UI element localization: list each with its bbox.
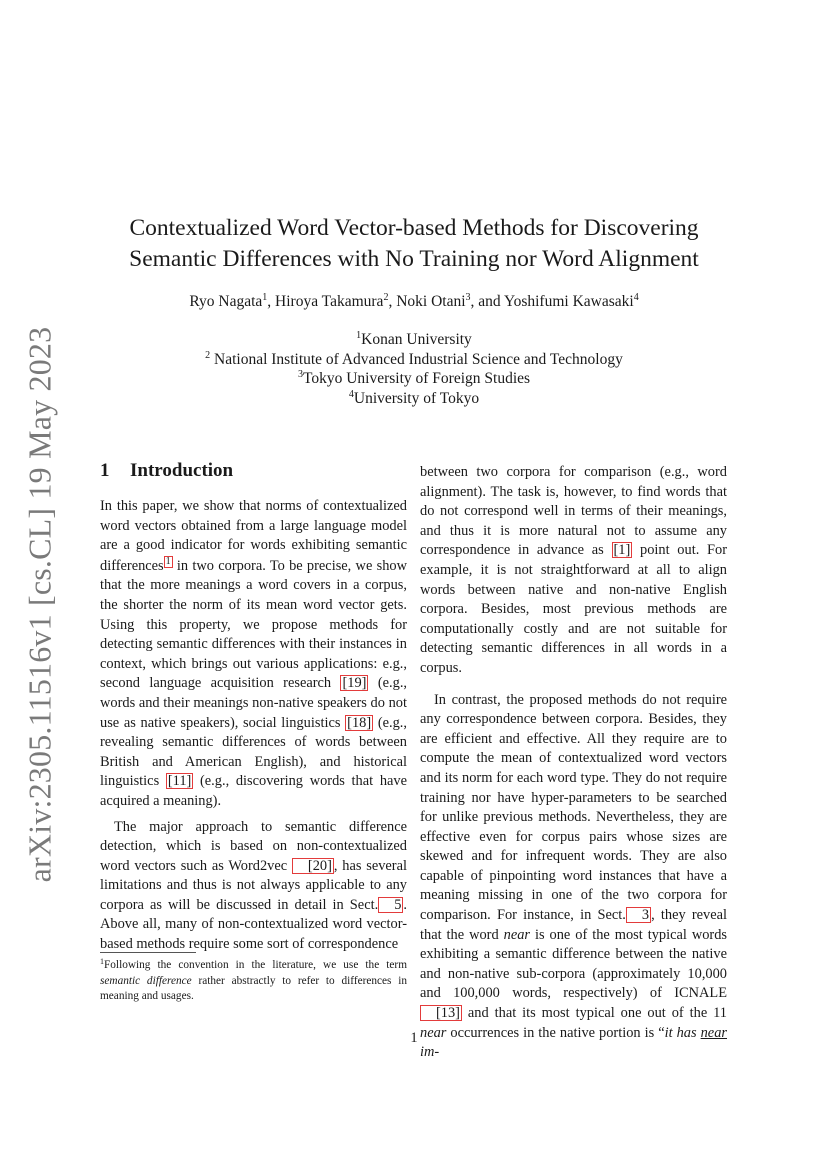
citation-link[interactable]: [20] [292, 858, 334, 874]
affiliation [100, 369, 728, 389]
affiliation [100, 389, 728, 409]
arxiv-stamp-text: arXiv:2305.11516v1 [cs.CL] 19 May 2023 [21, 326, 58, 882]
text-run: , they reveal that the word [420, 907, 728, 943]
affiliation-sup: 3 [297, 369, 303, 380]
affiliation-name: National Institute of Advanced Industrial Science and Technology [210, 350, 623, 368]
text-run: (e.g., words and their meanings non-native speakers do not use as native speakers), social linguistics [100, 675, 408, 731]
affiliation-sup: 4 [348, 388, 354, 400]
footnote-link[interactable]: 1 [165, 555, 171, 567]
section-number: 1 [100, 460, 110, 481]
text-run: is one of the most typical words exhibiting a semantic difference between the native and non-native sub-corpora (approximately 10,000 and 100,000 words, respectively) of ICNALE [420, 926, 728, 1002]
section-heading [100, 459, 407, 483]
author-name: Hiroya Takamura [275, 293, 384, 310]
italic-term: near [503, 926, 531, 943]
text-run: (e.g., revealing semantic differences of words between British and American English), and historical linguistics [100, 714, 407, 790]
section-link[interactable]: 5 [378, 897, 403, 913]
text-run: In contrast, the proposed methods do not require any correspondence between corpora. Besides, they are efficient and effective. All they require are to compute the mean of contextualized word vectors and its norm for each word type. They do not require training nor have hyper-parameters to be searched for unlike previous methods. Nevertheless, they are effective even for corpus pairs whose sizes are skewed and for infrequent words. They are also capable of pinpointing word instances that have a meaning missing in one of the two corpora for comparison. For instance, in Sect. [420, 691, 727, 924]
text-run: Following the convention in the literature, we use the term [104, 959, 407, 971]
section-title: Introduction [130, 460, 234, 481]
affiliation-name: University of Tokyo [353, 389, 480, 407]
footnote-rule [100, 952, 196, 953]
arxiv-stamp [20, 326, 60, 882]
title-line-1: Contextualized Word Vector-based Methods for Discovering [129, 215, 699, 241]
author-name: Ryo Nagata [189, 293, 263, 310]
section-link[interactable]: 3 [626, 907, 651, 923]
paper-title [100, 213, 728, 275]
text-run: occurrences in the native portion is “ [446, 1024, 665, 1041]
right-column [420, 463, 727, 1063]
paragraph [420, 691, 727, 1063]
citation-link[interactable]: [19] [342, 675, 367, 692]
author-sep: , and [470, 293, 504, 310]
author-list [100, 292, 728, 312]
affiliation-name: Konan University [361, 331, 472, 348]
affiliation [100, 330, 728, 350]
text-run: . Above all, many of non-contextualized word vector-based methods require some sort of correspondence [100, 896, 407, 953]
author-sup: 2 [383, 292, 389, 303]
author-name: Noki Otani [396, 293, 466, 310]
text-run: , has several limitations and thus is not always applicable to any corpora as will be discussed in detail in Sect. [100, 857, 407, 913]
author-sup: 1 [262, 292, 268, 303]
text-run: it has [664, 1024, 701, 1041]
citation-link[interactable]: [13] [420, 1005, 462, 1021]
author-sep: , [267, 293, 276, 310]
italic-term: near [420, 1024, 447, 1041]
text-run: (e.g., discovering words that have acquired a meaning). [100, 773, 407, 809]
citation-link[interactable]: [1] [613, 542, 631, 559]
left-column [100, 459, 407, 955]
text-run: between two corpora for comparison (e.g., word alignment). The task is, however, to find words that do not correspond well in terms of their meanings, and thus it is more natural not to assume any correspondence in advance as [420, 464, 727, 559]
affiliation [100, 350, 728, 370]
underlined-term: near [700, 1024, 727, 1041]
text-run: im- [420, 1044, 440, 1061]
page-number: 1 [410, 1030, 418, 1046]
citation-link[interactable]: [18] [347, 714, 372, 731]
italic-term: semantic difference [100, 974, 192, 987]
paragraph [100, 497, 407, 812]
footnote-sup: 1 [100, 957, 104, 966]
title-line-2: Semantic Differences with No Training nor Word Alignment [129, 246, 699, 272]
text-run: in two corpora. To be precise, we show that the more meanings a word covers in a corpus, the shorter the norm of its mean word vector gets. Using this property, we propose methods for detecting semantic differences with their instances in context, which brings out various applications: e.g., second language acquisition research [100, 557, 407, 692]
text-run: point out. For example, it is not straightforward at all to align words between native and non-native English corpora. Besides, most previous methods are computationally costly and are not suitable for detecting semantic differences in all words in a corpus. [420, 542, 728, 676]
text-run: The major approach to semantic difference detection, which is based on non-contextualized word vectors such as Word2vec [100, 818, 407, 874]
citation-link[interactable]: [11] [167, 773, 192, 790]
author-name: Yoshifumi Kawasaki [503, 293, 634, 310]
paragraph [420, 463, 727, 679]
footnote [100, 958, 407, 1005]
affiliation-sup: 2 [205, 349, 211, 361]
affiliation-list [100, 330, 728, 408]
text-run: rather abstractly to refer to differences in meaning and usages. [100, 974, 407, 1002]
author-sup: 4 [633, 292, 639, 303]
affiliation-sup: 1 [356, 330, 362, 341]
paragraph [100, 818, 407, 955]
text-run: In this paper, we show that norms of contextualized word vectors obtained from a large language model are a good indicator for words exhibiting semantic differences [100, 498, 407, 574]
text-run: and that its most typical one out of the 11 [461, 1005, 727, 1022]
author-sep: , [388, 293, 397, 310]
author-sup: 3 [465, 292, 471, 303]
affiliation-name: Tokyo University of Foreign Studies [302, 370, 531, 387]
